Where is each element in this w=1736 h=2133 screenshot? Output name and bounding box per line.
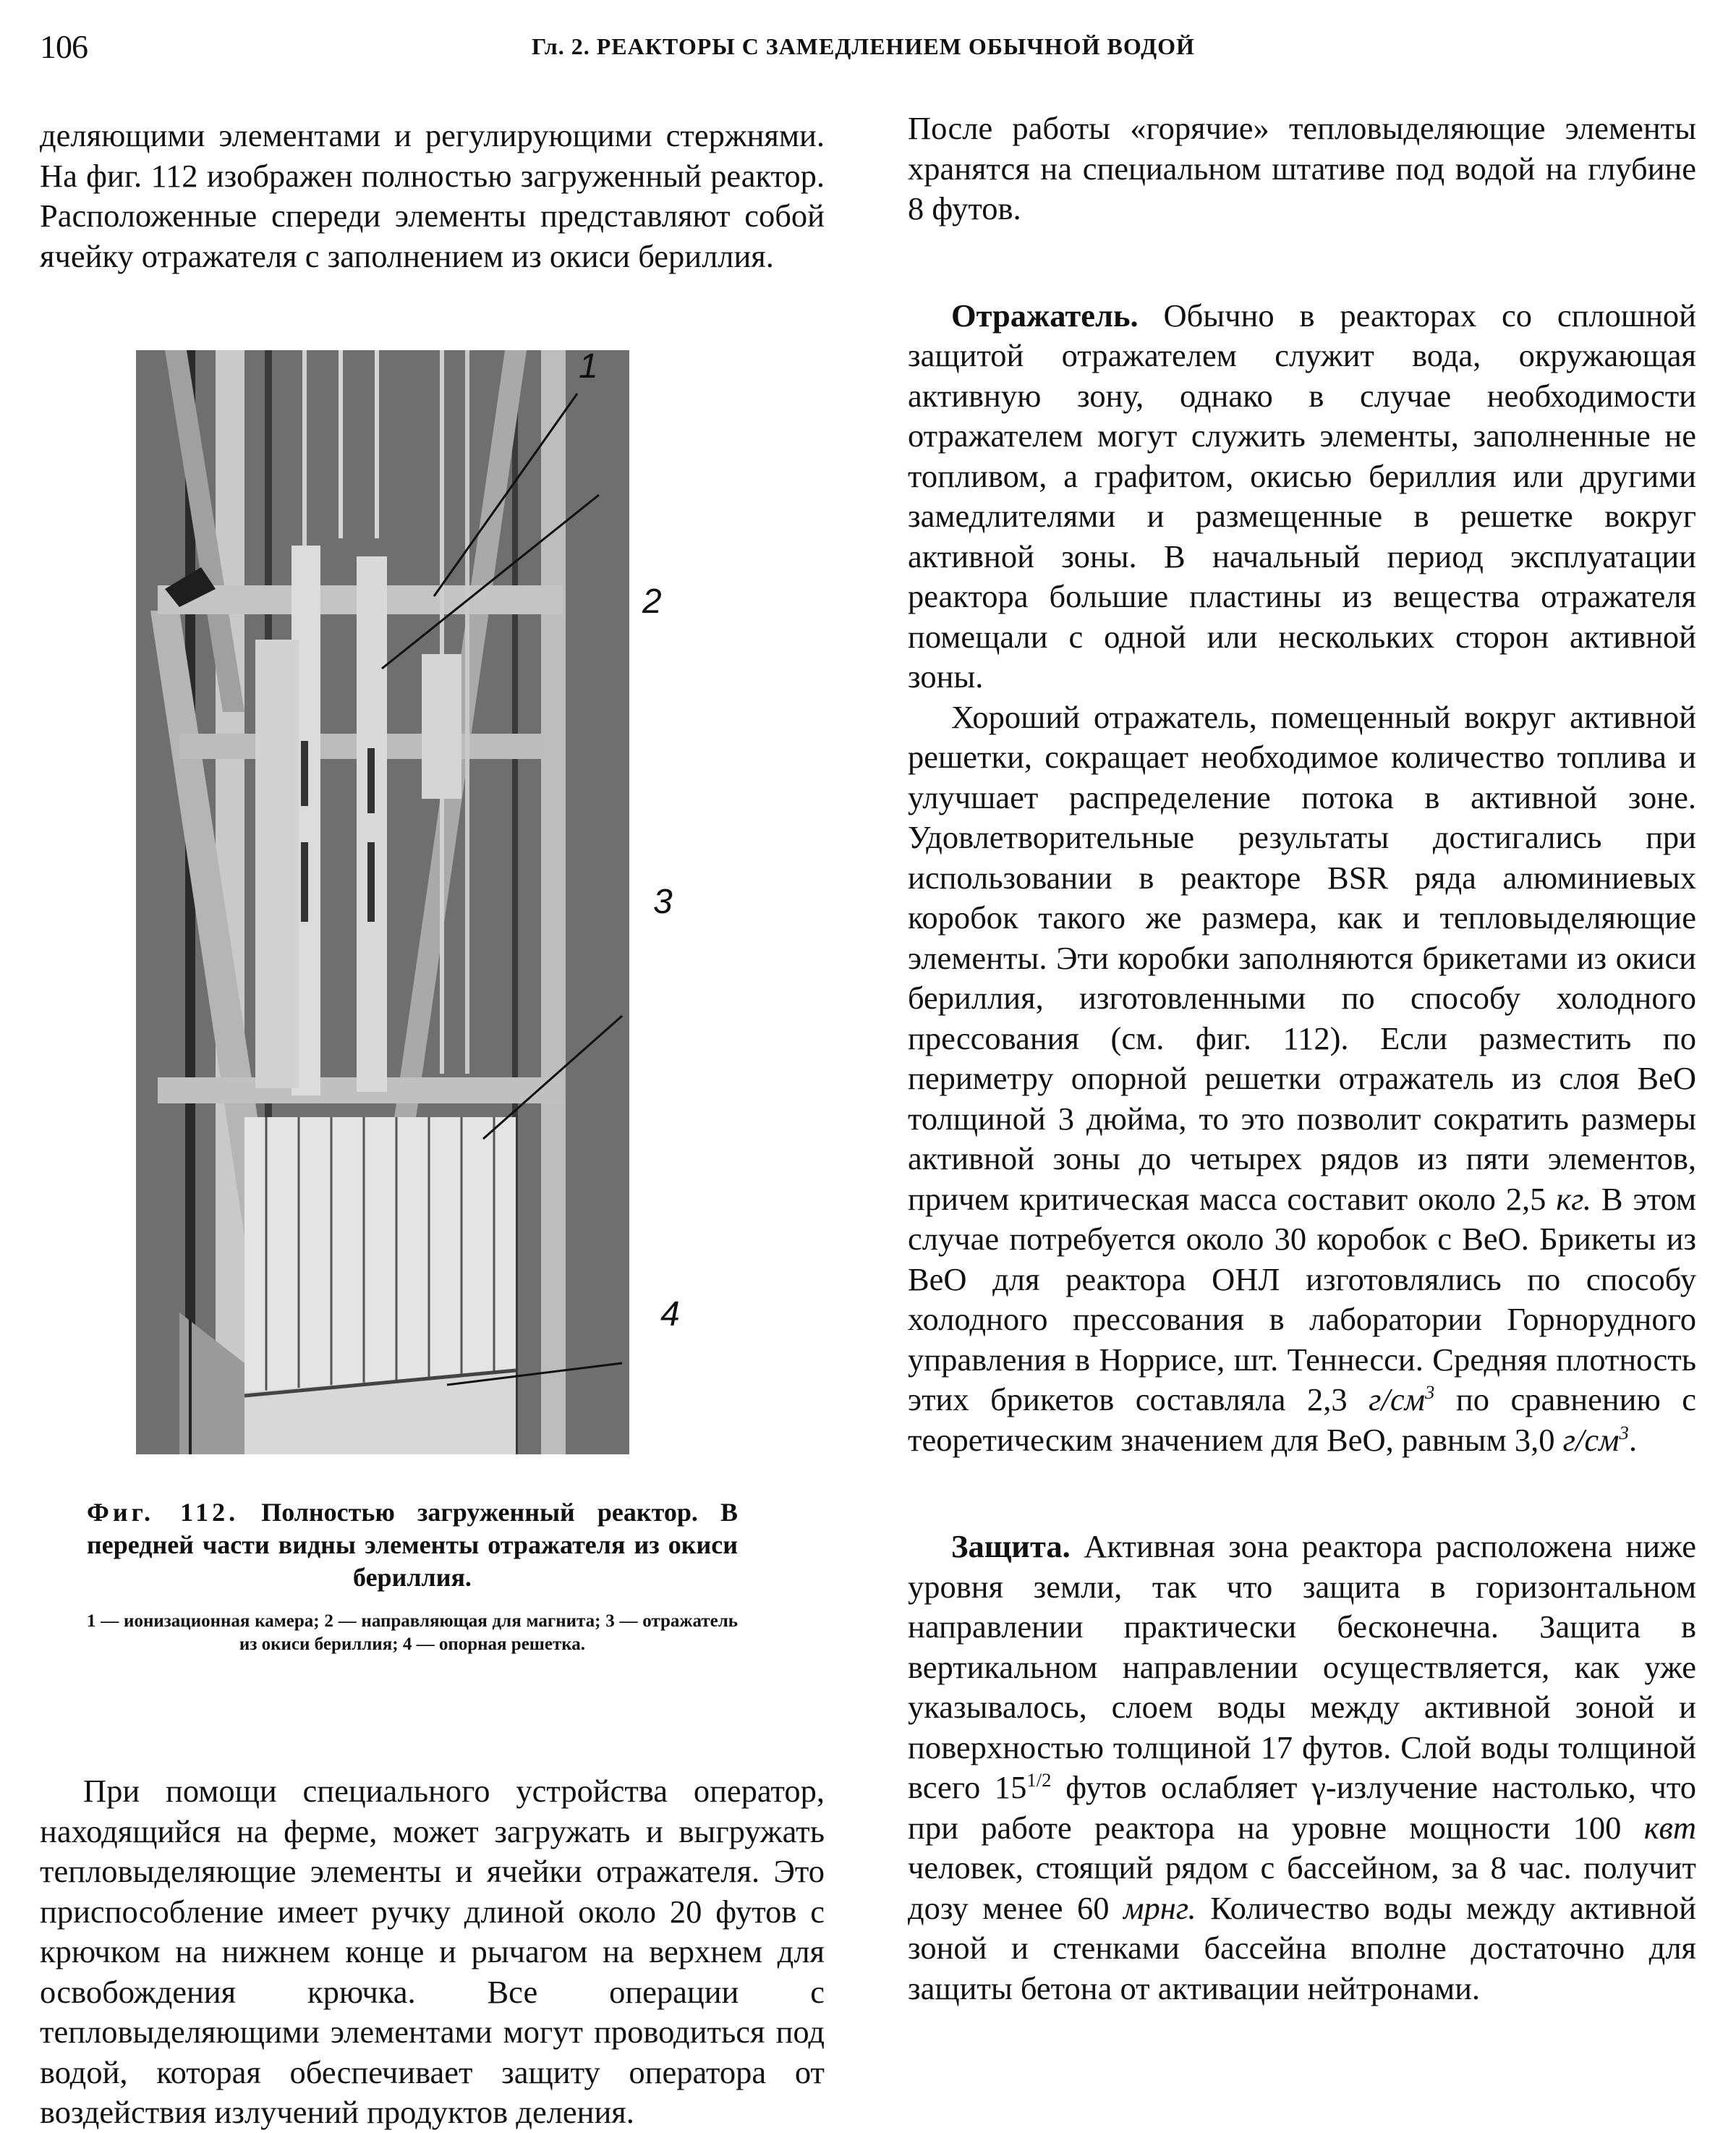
unit-kg: кг.: [1556, 1180, 1591, 1217]
paragraph-storage: После работы «горячие» тепловыделяющие элементы хранятся на специальном штативе под водой на глубине 8 футов.: [908, 110, 1696, 226]
callout-2: 2: [642, 582, 662, 621]
reactor-structure-illustration: [136, 350, 629, 1454]
running-head: [40, 27, 1696, 71]
paragraph-good-reflector: Хороший отражатель, помещенный вокруг активной решетки, сокращает необходимое количество топлива и улучшает распределение потока в активной зоне. Удовлетворительные результаты достигались при использовании в реакторе BSR ряда алюминиевых коробок такого же размера, как и тепловыделяющие элементы. Эти коробки заполняются брикетами из окиси бериллия, изготовленными по способу холодного прессования (см. фиг. 112). Если разместить по периметру опорной решетки отражатель из слоя BeO толщиной 3 дюйма, то это позволит сократить размеры активной зоны до четырех рядов из пяти элементов, причем критическая масса составит около 2,5 кг. В этом случае потребуется около 30 коробок с BeO. Брикеты из BeO для реактора ОНЛ изготовлялись по способу холодного прессования в лаборатории Горнорудного управления в Норрисе, шт. Теннесси. Средняя плотность этих брикетов составляла 2,3 $г/см^3$ по сравнению с теоретическим значением для BeO, равным 3,0 $г/см^3$.: [908, 698, 1697, 1458]
heading-reflector: Отражатель.: [951, 297, 1139, 334]
unit-kw: квт: [1643, 1809, 1697, 1846]
reflector-text-2c: по сравнению с теоретическим значением для BeO, равным 3,0: [908, 1381, 1696, 1458]
left-column-lower: [40, 1771, 825, 2133]
caption-text: Полностью загруженный реактор. В передней части видны элементы отражателя из окиси бериллия.: [87, 1498, 738, 1592]
figure-caption: [87, 1496, 738, 1656]
left-column: [40, 116, 825, 276]
reflector-text-2b: В этом случае потребуется около 30 коробок с BeO. Брикеты из BeO для реактора ОНЛ изготовлялись по способу холодного прессования в лаборатории Горнорудного управления в Норрисе, шт. Теннесси. Средняя плотность этих брикетов составляла 2,3: [908, 1180, 1697, 1417]
right-column: [908, 109, 1696, 2009]
figure-112: [136, 347, 680, 1454]
paragraph-continued: деляющими элементами и регулирующими стержнями. На фиг. 112 изображен полностью загруженный реактор. Расположенные спереди элементы представляют собой ячейку отражателя с заполнением из окиси бериллия.: [40, 117, 825, 274]
paragraph-loading-device: При помощи специального устройства оператор, находящийся на ферме, может загружать и выгружать тепловыделяющие элементы и ячейки отражателя. Это приспособление имеет ручку длиной около 20 футов с крючком на нижнем конце и рычагом на верхнем для освобождения крючка. Все операции с тепловыделяющими элементами могут проводиться под водой, которая обеспечивает защиту оператора от воздействия излучений продуктов деления.: [40, 1773, 825, 2130]
fraction-half: 1/2: [1026, 1769, 1052, 1791]
reflector-text-1: Обычно в реакторах со сплошной защитой отражателем служит вода, окружающая активную зону, однако в случае необходимости отражателем могут служить элементы, заполненные не топливом, а графитом, окисью бериллия или другими замедлителями и размещенные в решетке вокруг активной зоны. В начальный период эксплуатации реактора большие пластины из вещества отражателя помещали с одной или нескольких сторон активной зоны.: [908, 297, 1696, 695]
unit-density-2: $г/см^3$: [1562, 1421, 1629, 1458]
page-number: 106: [40, 28, 88, 65]
callout-3: 3: [653, 883, 673, 921]
unit-dose: мрнг.: [1123, 1889, 1196, 1926]
figure-label: Фиг. 112.: [87, 1498, 239, 1527]
shielding-text-b: футов ослабляет γ-излучение настолько, что при работе реактора на уровне мощности 100: [908, 1769, 1697, 1846]
callout-4: 4: [660, 1295, 680, 1333]
shielding-text-a: Активная зона реактора расположена ниже уровня земли, так что защита в горизонтальном направлении практически бесконечна. Защита в вертикальном направлении осуществляется, как уже указывалось, слоем воды между активной зоной и поверхностью толщиной 17 футов. Слой воды толщиной всего 15: [908, 1528, 1696, 1805]
caption-title: [87, 1496, 738, 1594]
section-reflector: [908, 296, 1696, 697]
heading-shielding: Защита.: [951, 1528, 1071, 1564]
reflector-text-2a: Хороший отражатель, помещенный вокруг активной решетки, сокращает необходимое количество топлива и улучшает распределение потока в активной зоне. Удовлетворительные результаты достигались при использовании в реакторе BSR ряда алюминиевых коробок такого же размера, как и тепловыделяющие элементы. Эти коробки заполняются брикетами из окиси бериллия, изготовленными по способу холодного прессования (см. фиг. 112). Если разместить по периметру опорной решетки отражатель из слоя BeO толщиной 3 дюйма, то это позволит сократить размеры активной зоны до четырех рядов из пяти элементов, причем критическая масса составит около 2,5: [908, 698, 1696, 1217]
shielding-text-d: Количество воды между активной зоной и стенками бассейна вполне достаточно для защиты бетона от активации нейтронами.: [908, 1889, 1696, 2006]
callout-1: 1: [579, 347, 598, 386]
reactor-photo: [136, 350, 629, 1454]
unit-density-1: $г/см^3$: [1369, 1381, 1435, 1417]
section-shielding: [908, 1527, 1696, 2009]
caption-legend: 1 — ионизационная камера; 2 — направляющая для магнита; 3 — отражатель из окиси бериллия; 4 — опорная решетка.: [87, 1611, 738, 1654]
chapter-title: Гл. 2. РЕАКТОРЫ С ЗАМЕДЛЕНИЕМ ОБЫЧНОЙ ВОДОЙ: [532, 33, 1195, 59]
shielding-text-c: человек, стоящий рядом с бассейном, за 8 час. получит дозу менее 60: [908, 1849, 1696, 1926]
